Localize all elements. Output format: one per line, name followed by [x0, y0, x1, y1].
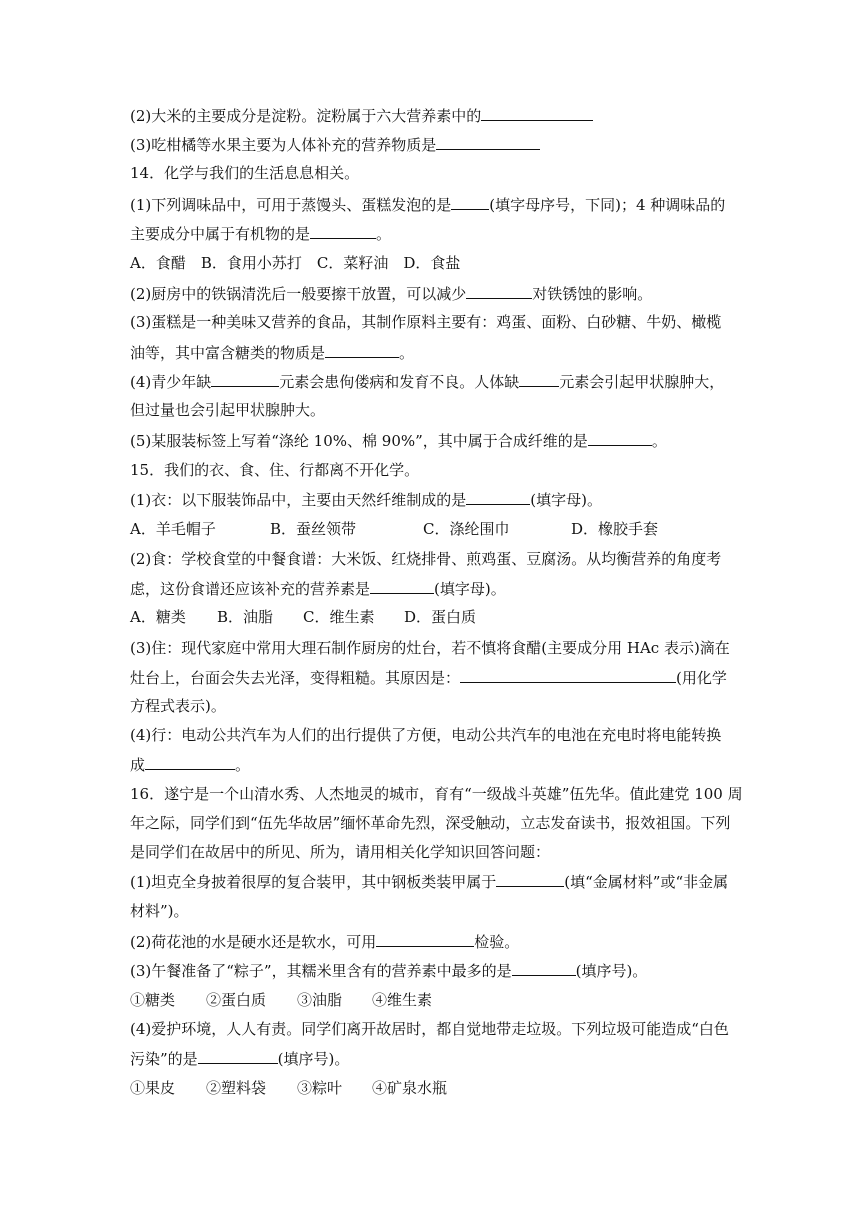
q14-part1-line1: (1)下列调味品中，可用于蒸馒头、蛋糕发泡的是 (填字母序号，下同)；4 种调味品的: [130, 196, 726, 214]
q16-stem-line2: 年之际，同学们到“伍先华故居”缅怀革命先烈，深受触动，立志发奋读书，报效祖国。下列: [130, 814, 731, 832]
q15-part3-line1: (3)住：现代家庭中常用大理石制作厨房的灶台，若不慎将食醋(主要成分用 HAc 表示)滴在: [130, 639, 730, 657]
answer-blank[interactable]: [211, 371, 279, 387]
q15-part2-option-a: A．糖类: [130, 608, 186, 626]
q16-part3-option-3: ③油脂: [297, 991, 343, 1009]
q16-part1-line1: (1)坦克全身披着很厚的复合装甲，其中钢板类装甲属于 (填“金属材料”或“非金属: [130, 873, 729, 891]
answer-blank[interactable]: [325, 342, 399, 358]
q16-part4-line1: (4)爱护环境，人人有责。同学们离开故居时，都自觉地带走垃圾。下列垃圾可能造成“白色: [130, 1020, 729, 1038]
q16-part3-option-1: ①糖类: [130, 991, 176, 1009]
q15-part1-option-a: A．羊毛帽子: [130, 520, 216, 538]
q15-part2-option-c: C．维生素: [303, 608, 375, 626]
q16-stem-line3: 是同学们在故居中的所见、所为，请用相关化学知识回答问题：: [130, 843, 551, 861]
answer-blank[interactable]: [460, 667, 676, 683]
q15-part4-line1: (4)行：电动公共汽车为人们的出行提供了方便，电动公共汽车的电池在充电时将电能转换: [130, 726, 722, 744]
answer-blank[interactable]: [466, 283, 532, 299]
q16-stem-line1: 16．遂宁是一个山清水秀、人杰地灵的城市，育有“一级战斗英雄”伍先华。值此建党 100 周: [130, 785, 743, 803]
answer-blank[interactable]: [145, 754, 235, 770]
answer-blank[interactable]: [588, 430, 652, 446]
q16-part4-option-3: ③粽叶: [297, 1079, 343, 1097]
q15-part4-line2: 成 。: [130, 756, 251, 774]
q14-part3-line2: 油等，其中富含糖类的物质是 。: [130, 344, 415, 362]
q15-part2-option-b: B．油脂: [217, 608, 274, 626]
q16-part4-option-4: ④矿泉水瓶: [372, 1079, 448, 1097]
q14-part2: (2)厨房中的铁锅清洗后一般要擦干放置，可以减少 对铁锈蚀的影响。: [130, 285, 653, 303]
q15-part3-line2: 灶台上，台面会失去光泽，变得粗糙。其原因是： (用化学: [130, 669, 727, 687]
q14-options: A．食醋 B．食用小苏打 C．菜籽油 D．食盐: [130, 254, 461, 272]
answer-blank[interactable]: [519, 371, 559, 387]
q16-part2: (2)荷花池的水是硬水还是软水，可用 检验。: [130, 933, 520, 951]
q15-part2-line1: (2)食：学校食堂的中餐食谱：大米饭、红烧排骨、煎鸡蛋、豆腐汤。从均衡营养的角度考: [130, 550, 722, 568]
q16-part4-line2: 污染”的是 (填序号)。: [130, 1050, 350, 1068]
q16-part3-option-2: ②蛋白质: [206, 991, 267, 1009]
answer-blank[interactable]: [481, 105, 593, 121]
q15-part2-line2: 虑，这份食谱还应该补充的营养素是 (填字母)。: [130, 580, 506, 598]
q14-part1-line2: 主要成分中属于有机物的是 。: [130, 225, 392, 243]
q15-part1-option-d: D．橡胶手套: [571, 520, 659, 538]
q16-part4-option-2: ②塑料袋: [206, 1079, 267, 1097]
q16-part1-line2: 材料”)。: [130, 902, 189, 920]
q15-part3-line3: 方程式表示)。: [130, 697, 226, 715]
q15-part1: (1)衣：以下服装饰品中，主要由天然纤维制成的是 (填字母)。: [130, 491, 602, 509]
answer-blank[interactable]: [496, 871, 564, 887]
answer-blank[interactable]: [466, 489, 530, 505]
q14-part4-line2: 但过量也会引起甲状腺肿大。: [130, 401, 326, 419]
answer-blank[interactable]: [198, 1048, 278, 1064]
q15-part1-option-c: C．涤纶围巾: [423, 520, 510, 538]
answer-blank[interactable]: [451, 194, 489, 210]
q16-part3: (3)午餐准备了“粽子”，其糯米里含有的营养素中最多的是 (填序号)。: [130, 962, 648, 980]
q14-part5: (5)某服装标签上写着“涤纶 10%、棉 90%”，其中属于合成纤维的是 。: [130, 432, 667, 450]
answer-blank[interactable]: [370, 578, 434, 594]
q14-part3-line1: (3)蛋糕是一种美味又营养的食品，其制作原料主要有：鸡蛋、面粉、白砂糖、牛奶、橄榄: [130, 313, 722, 331]
q13-part3: (3)吃柑橘等水果主要为人体补充的营养物质是: [130, 134, 540, 155]
q16-part3-option-4: ④维生素: [372, 991, 433, 1009]
q14-stem: 14．化学与我们的生活息息相关。: [130, 164, 360, 182]
q14-part4-line1: (4)青少年缺 元素会患佝偻病和发育不良。人体缺 元素会引起甲状腺肿大，: [130, 373, 725, 391]
answer-blank[interactable]: [436, 134, 540, 150]
q15-stem: 15．我们的衣、食、住、行都离不开化学。: [130, 461, 420, 479]
q16-part4-option-1: ①果皮: [130, 1079, 176, 1097]
answer-blank[interactable]: [310, 223, 376, 239]
answer-blank[interactable]: [376, 931, 474, 947]
q13-part2: (2)大米的主要成分是淀粉。淀粉属于六大营养素中的: [130, 105, 593, 126]
answer-blank[interactable]: [512, 960, 576, 976]
q15-part2-option-d: D．蛋白质: [404, 608, 477, 626]
q15-part1-option-b: B．蚕丝领带: [270, 520, 357, 538]
